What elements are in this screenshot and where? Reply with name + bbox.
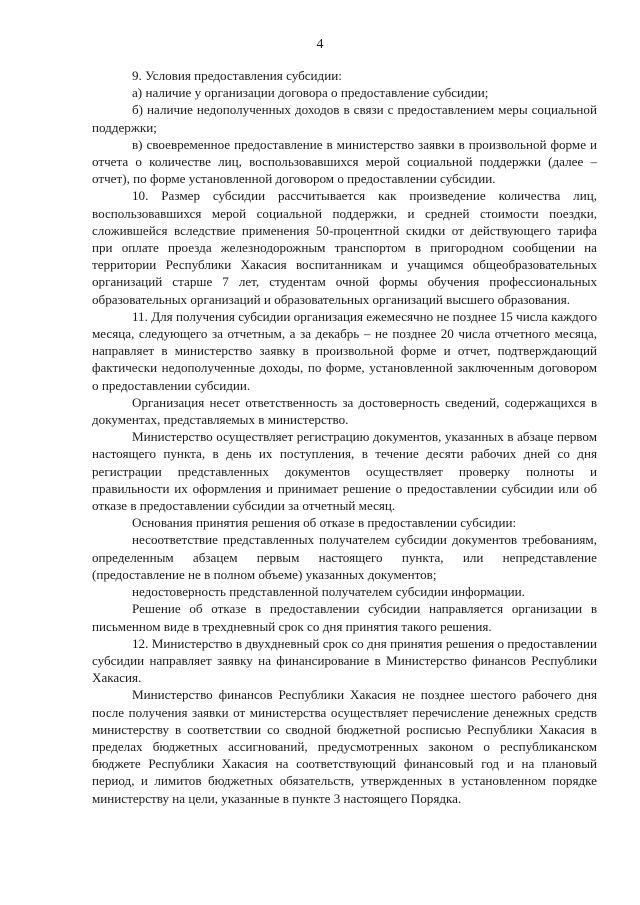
paragraph-12-ministry-finance: Министерство финансов Республики Хакасия не позднее шестого рабочего дня после получения заявки от министерства осуществляет перечисление денежных средств министерству в соответствии со сводной бюджетной росписью Республики Хакасия в пределах бюджетных ассигнований, предусмотренных законом о республиканском бюджете Республики Хакасия на соответствующий финансовый год и на плановый период, и лимитов бюджетных обязательств, утвержденных в установленном порядке министерству на цели, указанные в пункте 3 настоящего Порядка.	[92, 687, 597, 806]
paragraph-11-ground-1: несоответствие представленных получателем субсидии документов требованиям, определенным абзацем первым настоящего пункта, или непредставление (предоставление не в полном объеме) указанных документов;	[92, 532, 597, 582]
paragraph-11-ground-2: недостоверность представленной получателем субсидии информации.	[132, 584, 525, 600]
paragraph-9-heading: 9. Условия предоставления субсидии:	[132, 68, 342, 83]
paragraph-9c: в) своевременное предоставление в министерство заявки в произвольной форме и отчета о количестве лиц, воспользовавшихся мерой социальной поддержки (далее – отчет), по форме установленной договором о предоставлении субсидии.	[92, 136, 597, 187]
paragraph-11-registration: Министерство осуществляет регистрацию документов, указанных в абзаце первом настоящего пункта, в день их поступления, в течение десяти рабочих дней со дня регистрации представленных документов осуществляет проверку полноты и правильности их оформления и принимает решение о предоставлении субсидии или об отказе в предоставлении субсидии за отчетный месяц.	[92, 429, 597, 514]
paragraph-10: 10. Размер субсидии рассчитывается как произведение количества лиц, воспользовавшихся мерой социальной поддержки, и средней стоимости поездки, сложившейся вследствие применения 50-процентной скидки от действующего тарифа при оплате проезда железнодорожным транспортом в пригородном сообщении на территории Республики Хакасия воспитанникам и учащимся общеобразовательных организаций старше 7 лет, студентам очной формы обучения профессиональных образовательных организаций и образовательных организаций высшего образования.	[92, 188, 597, 307]
paragraph-11: 11. Для получения субсидии организация ежемесячно не позднее 15 числа каждого месяца, следующего за отчетным, а за декабрь – не позднее 20 числа отчетного месяца, направляет в министерство заявку в произвольной форме и отчет, подтверждающий фактически недополученные доходы, по форме, установленной заключенным договором о предоставлении субсидии.	[92, 308, 597, 393]
paragraph-11-refusal-grounds: Основания принятия решения об отказе в предоставлении субсидии:	[132, 515, 517, 531]
paragraph-9a: а) наличие у организации договора о предоставление субсидии;	[132, 85, 489, 101]
paragraph-11-responsibility: Организация несет ответственность за достоверность сведений, содержащихся в документах, представляемых в министерство.	[92, 394, 597, 428]
paragraph-11-refusal-notice: Решение об отказе в предоставлении субсидии направляется организации в письменном виде в трехдневный срок со дня принятия такого решения.	[92, 601, 597, 634]
page-number: 4	[316, 37, 324, 52]
paragraph-9b: б) наличие недополученных доходов в связи с предоставлением меры социальной поддержки;	[92, 102, 597, 135]
paragraph-12: 12. Министерство в двухдневный срок со дня принятия решения о предоставлении субсидии направляет заявку на финансирование в Министерство финансов Республики Хакасия.	[92, 635, 597, 686]
document-body	[92, 67, 597, 807]
